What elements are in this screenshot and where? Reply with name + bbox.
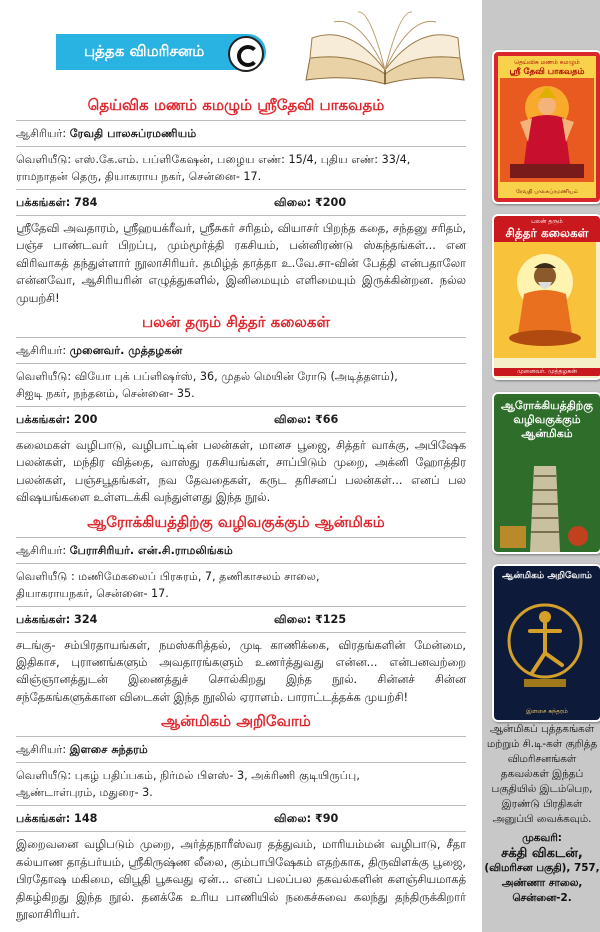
author-line: [16, 125, 466, 142]
address-line: அண்ணா சாலை,: [501, 877, 583, 889]
price: விலை: ₹66: [274, 413, 339, 427]
page-count: பக்கங்கள்: 324: [16, 612, 98, 626]
divider: [16, 189, 466, 190]
review-article: [0, 513, 472, 707]
book-cover-siddhar-kalaigal: [492, 214, 600, 380]
divider: [16, 215, 466, 216]
submission-instructions: ஆன்மிகப் புத்தகங்கள் மற்றும் சி.டி-கள் குறித்த விமரிசனங்கள் தகவல்கள் இந்தப் பகுதியில் இடம்பெற, இரண்டு பிரதிகள் அனுப்பி வைக்கவும்.: [486, 723, 598, 825]
cover-subtitle: பலன் தரும்: [531, 218, 563, 225]
divider: [16, 563, 466, 564]
divider: [16, 337, 466, 338]
divider: [16, 762, 466, 763]
publisher-line: [16, 151, 466, 168]
section-title: புத்தக விமரிசனம்: [84, 42, 205, 60]
author-name: முனைவர். முத்தழகன்: [69, 344, 183, 358]
price: விலை: ₹200: [274, 196, 347, 209]
author-label: ஆசிரியர்:: [16, 543, 67, 557]
cover-author: இளசை சுந்தரம்: [526, 708, 568, 715]
nataraja-illustration-icon: [494, 587, 596, 699]
divider: [16, 632, 466, 633]
book-meta: [16, 810, 472, 827]
book-cover-arogyam: [492, 392, 600, 554]
sidebar-submission-note: [484, 722, 600, 906]
publisher-address-2: ஆண்டாள்புரம், மதுரை- 3.: [16, 786, 153, 800]
article-title: தெய்விக மணம் கமழும் ஸ்ரீதேவி பாகவதம்: [87, 96, 385, 114]
cover-title: ஆன்மிகம் அறிவோம்: [502, 571, 592, 581]
address-label: முகவரி:: [522, 832, 562, 844]
divider: [16, 406, 466, 407]
book-cover-anmigam-arivom: [492, 564, 600, 722]
cover-author: முனைவர். முத்தழகன்: [494, 368, 600, 376]
review-text: ஸ்ரீதேவி அவதாரம், ஸ்ரீஹயக்ரீவர், ஸ்ரீசுகர் சரிதம், வியாசர் பிறந்த கதை, சந்தனு சரிதம், பஞ்ச பாண்டவர் பிறப்பு, மும்மூர்த்தி ரகசியம், பன்னிரண்டு ஸ்கந்தங்கள்... என விரிவாகத் தந்துள்ளார் நூலாசிரியர். தமிழ்த் தாத்தா உ.வே.சா-வின் பேத்தி என்பதாலோ என்னவோ, ஆசிரியரின் எழுத்துகளில், இனிமையும் எளிமையும் இருக்கின்றன. நல்ல முயற்சி!: [16, 221, 466, 305]
book-meta: [16, 194, 472, 211]
article-title: ஆரோக்கியத்திற்கு வழிவகுக்கும் ஆன்மிகம்: [87, 512, 385, 531]
cover-author: ரேவதி பாலசுப்ரமணியம்: [515, 189, 579, 195]
book-meta: [16, 411, 472, 428]
siddhar-illustration-icon: [494, 242, 596, 358]
publisher-address-2: ராமநாதன் தெரு, தியாகராய நகர், சென்னை- 17.: [16, 170, 262, 183]
author-name: இளசை சுந்தரம்: [69, 743, 148, 757]
publisher-address: வியோ புக் பப்ளிஷர்ஸ், 36, முதல் மெயின் ரோடு (அடித்தளம்),: [74, 370, 398, 384]
publisher-address: எஸ்.கே.எம். பப்ளிகேஷன், பழைய எண்: 15/4, புதிய எண்: 33/4,: [74, 153, 411, 166]
price: விலை: ₹125: [274, 612, 347, 626]
publisher-line: [16, 767, 466, 784]
publisher-address-2: சிஐடி நகர், நந்தனம், சென்னை- 35.: [16, 387, 195, 401]
cover-title: ஸ்ரீ தேவி பாகவதம்: [509, 67, 585, 77]
publisher-label: வெளியீடு:: [16, 370, 72, 384]
divider: [16, 805, 466, 806]
cover-title: சித்தர் கலைகள்: [505, 226, 589, 240]
review-text: கலைமகள் வழிபாடு, வழிபாட்டின் பலன்கள், மானச பூஜை, சித்தர் வாக்கு, அபிஷேக பலன்கள், மந்திர வித்தை, வாஸ்து ரகசியங்கள், சாப்பிடும் முறை, அக்னி ஹோத்திர பலன்கள், பஞ்சபூதங்கள், நவ தேவதைகள், கருட தரிசனப் பலன்கள்... எனப் பல விஷயங்களை உள்ளடக்கி வந்துள்ளது இந்த நூல்.: [16, 438, 466, 505]
author-name: ரேவதி பாலசுப்ரமணியம்: [69, 127, 197, 140]
book-cover-devi-bhagavatam: [492, 50, 600, 204]
review-article: [0, 313, 472, 507]
vikatan-logo-icon: [228, 36, 264, 72]
page-count: பக்கங்கள்: 148: [16, 812, 98, 826]
cover-title: ஆரோக்கியத்திற்கு வழிவகுக்கும் ஆன்மிகம்: [500, 399, 593, 440]
review-article: [0, 712, 472, 923]
author-label: ஆசிரியர்:: [16, 127, 67, 140]
price: விலை: ₹90: [274, 812, 339, 826]
divider: [16, 432, 466, 433]
author-line: [16, 342, 466, 359]
divider: [16, 537, 466, 538]
author-line: [16, 741, 466, 758]
address-line: சென்னை-2.: [512, 892, 572, 904]
review-text: இறைவனை வழிபடும் முறை, அர்த்தநாரீஸ்வர தத்துவம், மாரியம்மன் வழிபாடு, சீதா கல்யாண தாத்பர்யம், ஸ்ரீகிருஷ்ண லீலை, கும்பாபிஷேகம் எதற்காக, திருவிளக்கு பூஜை, பிரதோஷ மகிமை, விபூதி பூசுவது ஏன்... எனப் பலப்பல தகவல்களின் களஞ்சியமாகத் திகழ்கிறது இந்த நூல். தனக்கே உரிய பாணியில் நகைச்சுவை கலந்து தந்திருக்கிறார் நூலாசிரியர்.: [16, 837, 466, 921]
publisher-address: : மணிமேகலைப் பிரசுரம், 7, தணிகாசலம் சாலை,: [70, 569, 320, 583]
publisher-address: புகழ் பதிப்பகம், நிர்மல் பிளஸ்- 3, அக்ரிணி குடியிருப்பு,: [74, 769, 360, 783]
divider: [16, 831, 466, 832]
goddess-illustration-icon: [500, 78, 594, 182]
divider: [16, 363, 466, 364]
cover-subtitle: தெய்விக மணம் கமழும்: [514, 59, 580, 66]
publisher-label: வெளியீடு:: [16, 769, 72, 783]
author-label: ஆசிரியர்:: [16, 344, 67, 358]
publisher-label: வெளியீடு:: [16, 153, 72, 166]
divider: [16, 120, 466, 121]
publisher-line: [16, 368, 466, 385]
publisher-line: [16, 568, 466, 585]
page-count: பக்கங்கள்: 200: [16, 413, 98, 427]
divider: [16, 146, 466, 147]
review-column: [0, 92, 472, 923]
book-meta: [16, 611, 472, 628]
publisher-address-2: தியாகராயநகர், சென்னை- 17.: [16, 586, 169, 600]
review-text: சடங்கு- சம்பிரதாயங்கள், நமஸ்கரித்தல், முடி காணிக்கை, விரதங்களின் மேன்மை, இதிகாச, புராணங்களும் அவதாரங்களும் உணர்த்துவது என்ன... என்பனவற்றை விஞ்ஞானத்துடன் இணைத்துச் சொல்கிறது இந்த நூல். சின்னச் சின்ன சந்தேகங்களுக்கான விடைகள் இந்த நூலில் ஏராளம். பாராட்டத்தக்க முயற்சி!: [16, 637, 466, 704]
article-title: பலன் தரும் சித்தர் கலைகள்: [141, 313, 331, 332]
open-book-icon: [300, 4, 470, 86]
author-name: பேராசிரியர். என்.சி.ராமலிங்கம்: [69, 543, 233, 557]
author-line: [16, 542, 466, 559]
divider: [16, 606, 466, 607]
divider: [16, 736, 466, 737]
address-name: சக்தி விகடன்,: [501, 846, 583, 861]
temple-gopuram-icon: [494, 456, 596, 552]
author-label: ஆசிரியர்:: [16, 743, 67, 757]
page-count: பக்கங்கள்: 784: [16, 196, 98, 209]
address-line: (விமரிசன பகுதி), 757,: [484, 862, 600, 874]
review-article: [0, 96, 472, 307]
publisher-label: வெளியீடு: [16, 569, 68, 583]
article-title: ஆன்மிகம் அறிவோம்: [161, 712, 311, 731]
